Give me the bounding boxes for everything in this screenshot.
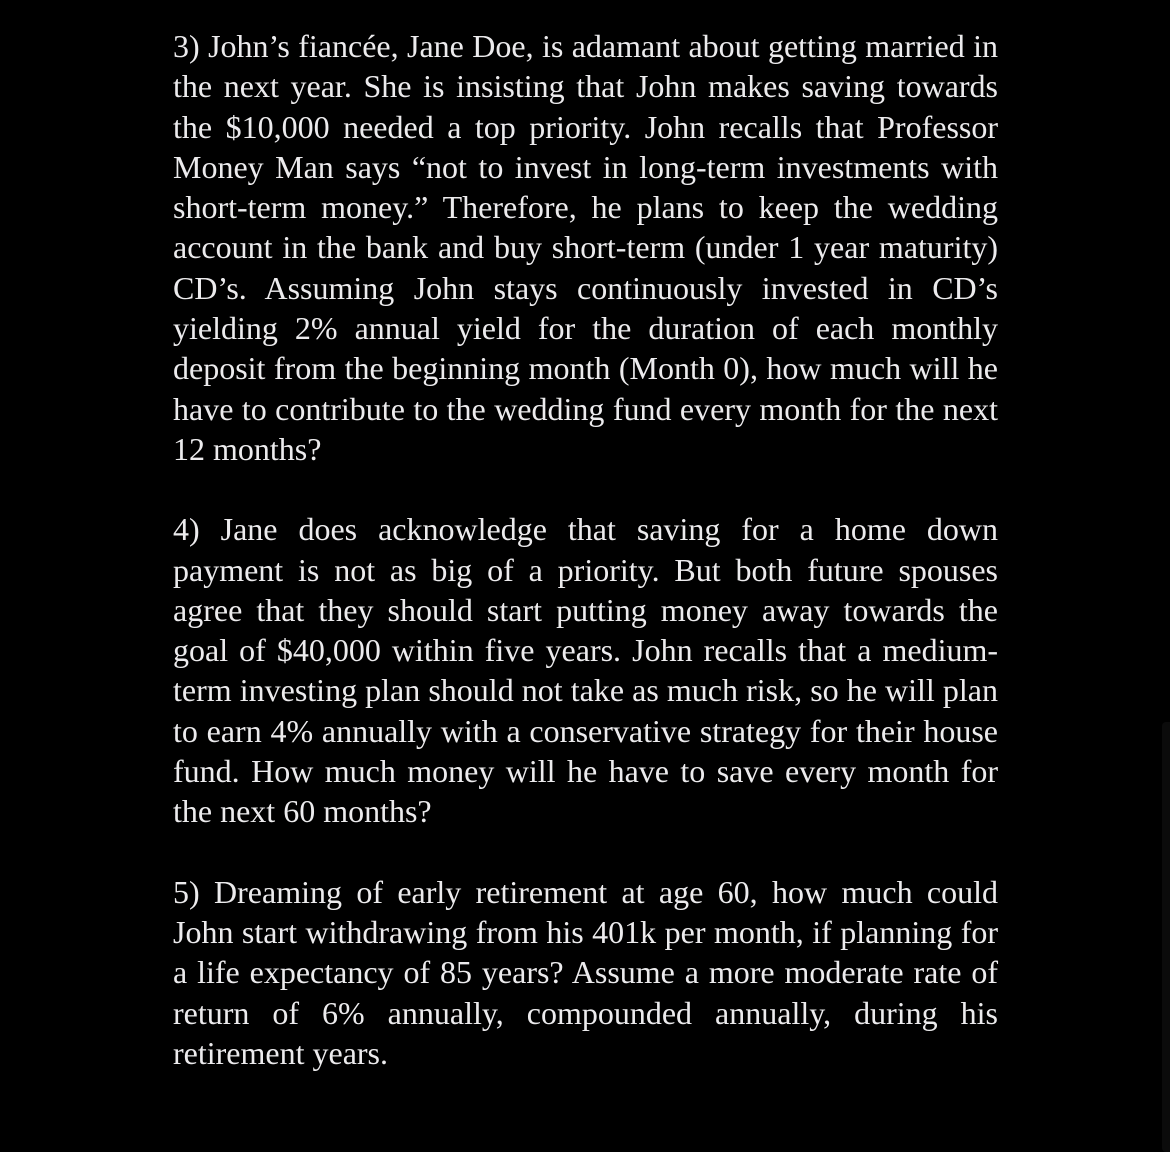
problem-3: [173, 26, 998, 469]
problem-5-text: Dreaming of early retirement at age 60, how much could John start withdrawing from his 401k per month, if planning for a life expectancy of 85 years? Assume a more moderate rate of return of 6% annually, compounded annually, during his retirement years.: [173, 873, 999, 1071]
problem-4-text: Jane does acknowledge that saving for a home down payment is not as big of a priority. But both future spouses agree that they should start putting money away towards the goal of $40,000 within five years. John recalls that a medium-term investing plan should not take as much risk, so he will plan to earn 4% annually with a conservative strategy for their house fund. How much money will he have to save every month for the next 60 months?: [173, 511, 999, 830]
document-body: [173, 26, 998, 1073]
problem-4: [173, 509, 998, 831]
scrollbar-track[interactable]: [1162, 722, 1170, 1152]
problem-5: [173, 872, 998, 1073]
problem-5-number: 5): [173, 873, 200, 910]
problem-3-text: John’s fiancée, Jane Doe, is adamant about getting married in the next year. She is insisting that John makes saving towards the $10,000 needed a top priority. John recalls that Professor Money Man says “not to invest in long-term investments with short-term money.” Therefore, he plans to keep the wedding account in the bank and buy short-term (under 1 year maturity) CD’s. Assuming John stays continuously invested in CD’s yielding 2% annual yield for the duration of each monthly deposit from the beginning month (Month 0), how much will he have to contribute to the wedding fund every month for the next 12 months?: [173, 28, 999, 467]
problem-3-number: 3): [173, 28, 200, 64]
problem-4-number: 4): [173, 511, 200, 548]
